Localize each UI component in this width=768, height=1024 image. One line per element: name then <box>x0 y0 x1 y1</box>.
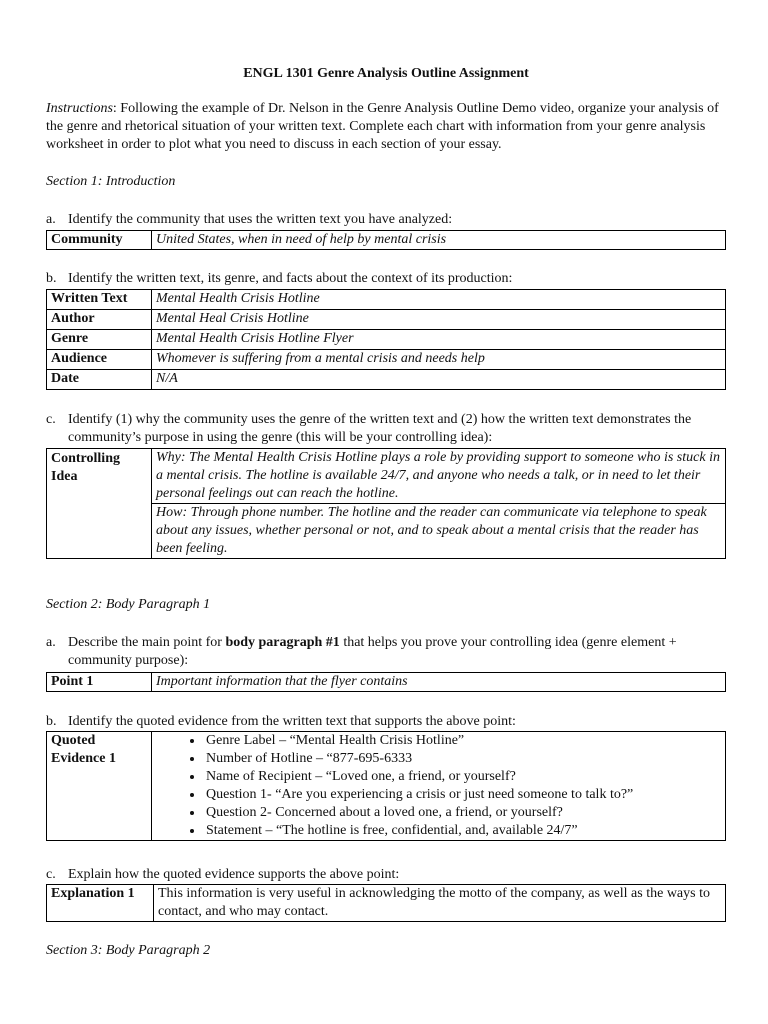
explanation-value: This information is very useful in acknowledging the motto of the company, as well as the ways to contact, and who may contact. <box>154 885 726 922</box>
instructions-label: Instructions <box>46 101 113 116</box>
written-text-table <box>46 289 726 390</box>
list-item: • Question 1- “Are you experiencing a crisis or just need someone to talk to?” <box>204 786 721 804</box>
table-row <box>47 350 726 370</box>
instructions-text: : Following the example of Dr. Nelson in the Genre Analysis Outline Demo video, organize your analysis of the genre and rhetorical situation of your written text. Complete each chart with information from your genre analysis worksheet in order to plot what you need to discuss in each section of your essay. <box>46 101 719 152</box>
section-2-question-a <box>46 634 726 670</box>
genre-label: Genre <box>47 330 152 350</box>
author-label: Author <box>47 310 152 330</box>
table-row <box>47 673 726 692</box>
quoted-evidence-list <box>156 732 721 840</box>
written-text-label: Written Text <box>47 290 152 310</box>
audience-label: Audience <box>47 350 152 370</box>
question-text: Identify (1) why the community uses the genre of the written text and (2) how the written text demonstrates the community’s purpose in using the genre (this will be your controlling idea): <box>68 412 692 445</box>
question-letter: a. <box>46 212 56 227</box>
question-text: Identify the written text, its genre, and facts about the context of its production: <box>68 271 513 286</box>
community-value: United States, when in need of help by mental crisis <box>152 231 726 250</box>
section-2-question-b <box>46 713 726 731</box>
table-row <box>47 732 726 841</box>
question-letter: a. <box>46 635 56 650</box>
section-2-heading: Section 2: Body Paragraph 1 <box>46 597 211 612</box>
community-table <box>46 230 726 250</box>
quoted-evidence-label: Quoted Evidence 1 <box>47 732 152 841</box>
question-text: Identify the quoted evidence from the written text that supports the above point: <box>68 714 516 729</box>
question-letter: b. <box>46 271 57 286</box>
explanation-table <box>46 884 726 922</box>
written-text-value: Mental Health Crisis Hotline <box>152 290 726 310</box>
date-value: N/A <box>152 370 726 390</box>
controlling-idea-why: Why: The Mental Health Crisis Hotline plays a role by providing support to someone who is stuck in a mental crisis. The hotline is available 24/7, and anyone who needs a talk, or in need to let their personal feelings out can reach the hotline. <box>152 449 726 504</box>
page-title: ENGL 1301 Genre Analysis Outline Assignment <box>243 66 529 81</box>
question-letter: c. <box>46 867 56 882</box>
quoted-evidence-list-cell <box>152 732 726 841</box>
question-text-after: that helps you prove your controlling idea (genre element + community purpose): <box>68 635 677 668</box>
audience-value: Whomever is suffering from a mental crisis and needs help <box>152 350 726 370</box>
table-row <box>47 310 726 330</box>
quoted-evidence-table <box>46 731 726 841</box>
question-letter: b. <box>46 714 57 729</box>
instructions-paragraph <box>46 100 726 154</box>
section-1-heading: Section 1: Introduction <box>46 174 176 189</box>
question-text-before: Describe the main point for <box>68 635 226 650</box>
table-row <box>47 330 726 350</box>
question-text-bold: body paragraph #1 <box>225 635 340 650</box>
table-row <box>47 370 726 390</box>
controlling-idea-table <box>46 448 726 559</box>
table-row <box>47 231 726 250</box>
question-text: Explain how the quoted evidence supports the above point: <box>68 867 400 882</box>
list-item: • Genre Label – “Mental Health Crisis Hotline” <box>204 732 721 750</box>
section-1-question-b <box>46 270 726 288</box>
section-3-heading: Section 3: Body Paragraph 2 <box>46 943 211 958</box>
table-row <box>47 449 726 504</box>
list-item: • Name of Recipient – “Loved one, a friend, or yourself? <box>204 768 721 786</box>
controlling-idea-how: How: Through phone number. The hotline and the reader can communicate via telephone to speak about any issues, whether personal or not, and to speak about a mental crisis that the reader has been feeling. <box>152 504 726 559</box>
date-label: Date <box>47 370 152 390</box>
section-1-question-a <box>46 211 726 229</box>
table-row <box>47 290 726 310</box>
question-letter: c. <box>46 412 56 427</box>
list-item: • Statement – “The hotline is free, confidential, and, available 24/7” <box>204 822 721 840</box>
controlling-idea-label: Controlling Idea <box>47 449 152 559</box>
list-item: • Number of Hotline – “877-695-6333 <box>204 750 721 768</box>
explanation-label: Explanation 1 <box>47 885 154 922</box>
section-1-question-c <box>46 411 726 447</box>
community-label: Community <box>47 231 152 250</box>
list-item: • Question 2- Concerned about a loved one, a friend, or yourself? <box>204 804 721 822</box>
genre-value: Mental Health Crisis Hotline Flyer <box>152 330 726 350</box>
point-label: Point 1 <box>47 673 152 692</box>
question-text: Identify the community that uses the written text you have analyzed: <box>68 212 453 227</box>
author-value: Mental Heal Crisis Hotline <box>152 310 726 330</box>
table-row <box>47 885 726 922</box>
section-2-question-c <box>46 866 726 884</box>
point-value: Important information that the flyer contains <box>152 673 726 692</box>
point-table <box>46 672 726 692</box>
